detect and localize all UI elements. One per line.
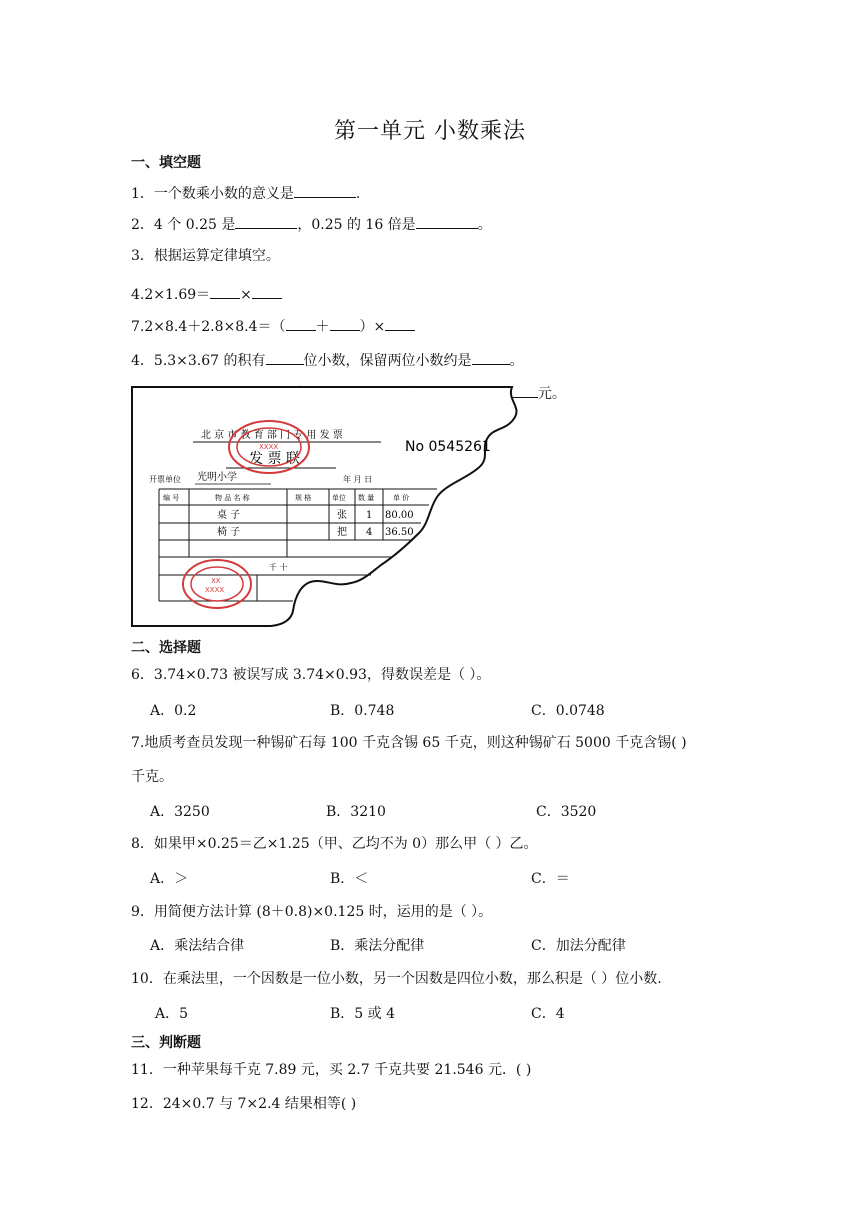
question-4-text-a: 4．5.3×3.67 的积有 [131,353,266,369]
question-9: 9．用简便方法计算 (8＋0.8)×0.125 时，运用的是（ ）。 [131,904,493,920]
col-header: 物 品 名 称 [215,494,250,502]
question-8: 8．如果甲×0.25＝乙×1.25（甲、乙均不为 0）那么甲（ ）乙。 [131,836,538,852]
col-header: 数 量 [358,494,375,502]
question-5-text-b: 元。 [537,386,566,402]
q3-line2-text-c: ）× [359,319,386,335]
option-c[interactable]: C．加法分配律 [531,938,626,954]
question-7: 7.地质考查员发现一种锡矿石每 100 千克含锡 65 千克，则这种锡矿石 5000 千克含锡( ) [131,735,687,751]
question-2-text-b: ，0.25 的 16 倍是 [297,217,416,233]
invoice-number: No 0545261 [405,439,491,455]
option-a[interactable]: A．3250 [150,804,210,820]
question-7-continued: 千克。 [131,769,173,785]
option-b[interactable]: B．＜ [330,871,369,887]
option-b[interactable]: B．乘法分配律 [330,938,425,954]
answer-blank[interactable] [252,284,282,299]
item-qty: 4 [366,527,373,538]
page-title: 第一单元 小数乘法 [334,119,526,144]
col-header: 编 号 [163,494,180,502]
item-qty: 1 [366,510,373,521]
item-price: 80.00 [385,510,414,521]
option-c[interactable]: C．4 [531,1006,565,1022]
question-10: 10．在乘法里，一个因数是一位小数，另一个因数是四位小数，那么积是（ ）位小数. [131,971,662,987]
total-place-units: 千 十 [269,563,288,572]
option-a[interactable]: A．0.2 [150,703,197,719]
invoice-header: 北 京 市 教 育 部 门 专 用 发 票 [201,430,343,441]
option-b[interactable]: B．0.748 [330,703,395,719]
question-11: 11．一种苹果每千克 7.89 元，买 2.7 千克共要 21.546 元．( ) [131,1062,532,1078]
invoice-title: 发 票 联 [249,451,300,467]
col-header: 单 价 [393,494,410,502]
question-6: 6．3.74×0.73 被误写成 3.74×0.93，得数误差是（ ）。 [131,667,491,683]
question-2 [131,214,492,235]
item-name: 椅 子 [217,527,241,538]
option-b[interactable]: B．3210 [326,804,386,820]
item-name: 桌 子 [217,510,241,521]
answer-blank[interactable] [235,214,297,229]
option-b[interactable]: B．5 或 4 [330,1006,396,1022]
payer-label: 开票单位 [149,475,181,484]
question-12: 12．24×0.7 与 7×2.4 结果相等( ) [131,1096,357,1112]
red-stamp-text: XX [211,577,221,585]
answer-blank[interactable] [416,214,478,229]
question-3-line-2 [131,316,415,337]
question-4 [131,350,524,371]
question-1-end: . [355,186,361,202]
section-heading-choice: 二、选择题 [131,640,201,656]
col-header: 单位 [332,494,346,502]
q3-line2-text-b: ＋ [315,319,330,335]
answer-blank[interactable] [294,183,356,198]
option-a[interactable]: A．乘法结合律 [150,938,245,954]
col-header: 规 格 [295,494,312,502]
question-2-text-a: 2．4 个 0.25 是 [131,217,236,233]
q3-line2-text-a: 7.2×8.4＋2.8×8.4＝（ [131,319,286,335]
red-stamp-text: XXXX [259,443,279,451]
answer-blank[interactable] [210,284,240,299]
question-4-text-b: 位小数，保留两位小数约是 [303,353,472,369]
item-unit: 把 [337,527,347,538]
question-3: 3．根据运算定律填空。 [131,248,280,264]
option-c[interactable]: C．＝ [531,871,570,887]
section-heading-fill-in: 一、填空题 [131,155,201,171]
section-heading-judgement: 三、判断题 [131,1035,201,1051]
option-a[interactable]: A．5 [155,1006,189,1022]
question-4-text-c: 。 [509,353,524,369]
option-c[interactable]: C．3520 [536,804,597,820]
option-a[interactable]: A．＞ [150,871,189,887]
invoice-date: 年 月 日 [343,475,373,484]
answer-blank[interactable] [266,350,304,365]
red-stamp-text: XXXX [205,586,225,594]
question-1-text: 1．一个数乘小数的意义是 [131,186,294,202]
payer-name: 光明小学 [197,472,237,483]
question-2-text-c: 。 [477,217,492,233]
invoice-paper [132,387,517,626]
answer-blank[interactable] [330,316,360,331]
q3-line1-text-a: 4.2×1.69＝ [131,287,211,303]
invoice-figure [131,385,521,628]
answer-blank[interactable] [286,316,316,331]
question-3-line-1 [131,284,282,305]
answer-blank[interactable] [385,316,415,331]
item-price: 36.50 [385,527,414,538]
question-1 [131,183,360,204]
answer-blank[interactable] [472,350,510,365]
item-unit: 张 [337,510,347,521]
option-c[interactable]: C．0.0748 [531,703,605,719]
q3-line1-text-b: × [240,287,252,303]
